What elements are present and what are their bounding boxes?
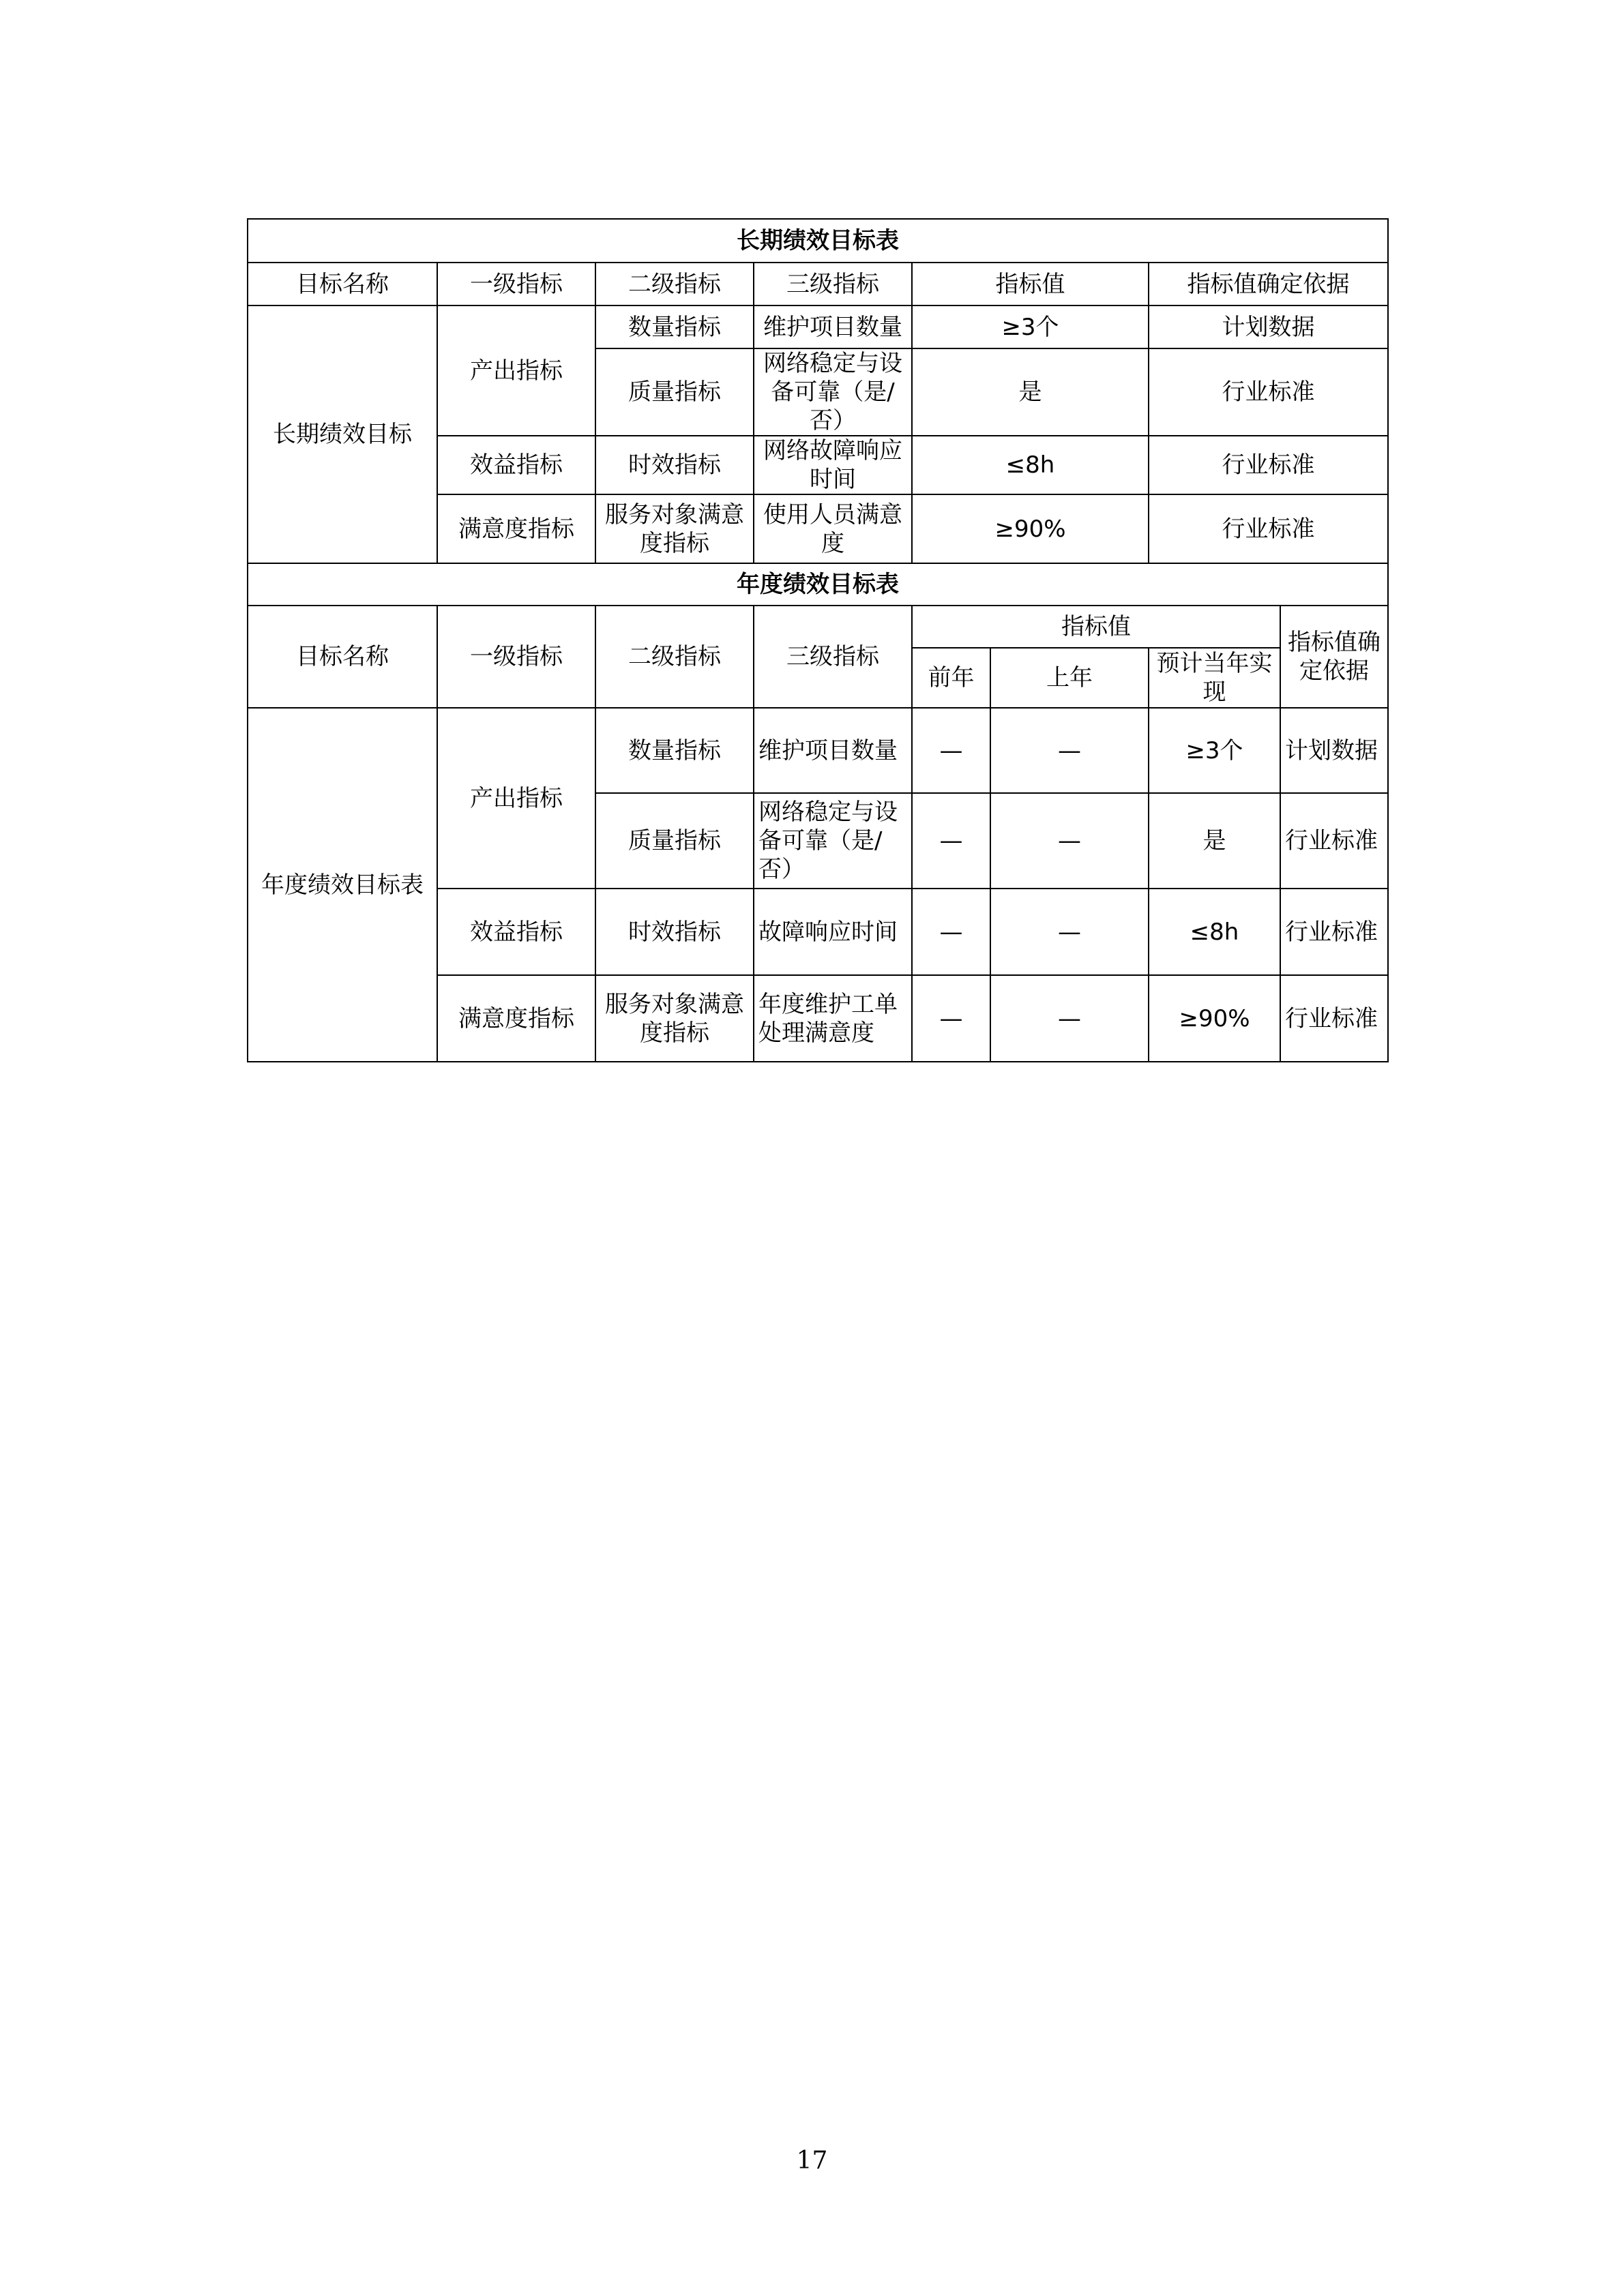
- annual-table-title: 年度绩效目标表: [248, 563, 1388, 606]
- lt-level2: 时效指标: [595, 436, 754, 494]
- lt-level2: 数量指标: [595, 305, 754, 348]
- lt-goal-name: 长期绩效目标: [248, 305, 437, 563]
- an-level1-output: 产出指标: [437, 708, 595, 889]
- lt-basis: 行业标准: [1149, 436, 1388, 494]
- long-term-table-title: 长期绩效目标表: [248, 219, 1388, 263]
- lt-basis: 计划数据: [1149, 305, 1388, 348]
- an-last-year: —: [990, 708, 1149, 793]
- lt-header-basis: 指标值确定依据: [1149, 263, 1388, 305]
- an-last-year: —: [990, 889, 1149, 975]
- an-level3: 故障响应时间: [754, 889, 912, 975]
- an-last-year: —: [990, 793, 1149, 889]
- an-basis: 计划数据: [1280, 708, 1388, 793]
- lt-header-level2: 二级指标: [595, 263, 754, 305]
- an-prev-year: —: [912, 889, 990, 975]
- an-prev-year: —: [912, 975, 990, 1062]
- an-goal-name: 年度绩效目标表: [248, 708, 437, 1062]
- lt-level1-satisfaction: 满意度指标: [437, 494, 595, 563]
- an-header-level2: 二级指标: [595, 606, 754, 708]
- lt-value: ≥3个: [912, 305, 1149, 348]
- an-level2: 数量指标: [595, 708, 754, 793]
- an-header-level1: 一级指标: [437, 606, 595, 708]
- an-basis: 行业标准: [1280, 889, 1388, 975]
- an-level3: 年度维护工单处理满意度: [754, 975, 912, 1062]
- lt-level2: 服务对象满意度指标: [595, 494, 754, 563]
- an-level1-benefit: 效益指标: [437, 889, 595, 975]
- lt-basis: 行业标准: [1149, 494, 1388, 563]
- an-level3: 维护项目数量: [754, 708, 912, 793]
- an-header-expected: 预计当年实现: [1149, 648, 1280, 708]
- lt-level1-output: 产出指标: [437, 305, 595, 436]
- lt-level3: 网络稳定与设备可靠（是/否）: [754, 348, 912, 436]
- an-header-goal-name: 目标名称: [248, 606, 437, 708]
- table-row: [248, 708, 1388, 793]
- an-level3: 网络稳定与设备可靠（是/否）: [754, 793, 912, 889]
- an-expected: ≤8h: [1149, 889, 1280, 975]
- an-expected: ≥90%: [1149, 975, 1280, 1062]
- an-basis: 行业标准: [1280, 793, 1388, 889]
- lt-level3: 维护项目数量: [754, 305, 912, 348]
- lt-basis: 行业标准: [1149, 348, 1388, 436]
- an-header-basis: 指标值确定依据: [1280, 606, 1388, 708]
- lt-level1-benefit: 效益指标: [437, 436, 595, 494]
- performance-goals-table: [247, 218, 1389, 1062]
- lt-value: ≤8h: [912, 436, 1149, 494]
- lt-value: 是: [912, 348, 1149, 436]
- lt-level3: 网络故障响应时间: [754, 436, 912, 494]
- table-row: [248, 305, 1388, 348]
- an-last-year: —: [990, 975, 1149, 1062]
- an-header-last-year: 上年: [990, 648, 1149, 708]
- page-number: 17: [796, 2147, 828, 2175]
- an-expected: ≥3个: [1149, 708, 1280, 793]
- an-prev-year: —: [912, 708, 990, 793]
- an-level2: 质量指标: [595, 793, 754, 889]
- an-level2: 服务对象满意度指标: [595, 975, 754, 1062]
- lt-header-value: 指标值: [912, 263, 1149, 305]
- lt-level3: 使用人员满意度: [754, 494, 912, 563]
- an-prev-year: —: [912, 793, 990, 889]
- an-level1-satisfaction: 满意度指标: [437, 975, 595, 1062]
- an-header-level3: 三级指标: [754, 606, 912, 708]
- lt-value: ≥90%: [912, 494, 1149, 563]
- an-basis: 行业标准: [1280, 975, 1388, 1062]
- lt-header-goal-name: 目标名称: [248, 263, 437, 305]
- lt-header-level3: 三级指标: [754, 263, 912, 305]
- lt-level2: 质量指标: [595, 348, 754, 436]
- an-header-prev-year: 前年: [912, 648, 990, 708]
- lt-header-level1: 一级指标: [437, 263, 595, 305]
- an-level2: 时效指标: [595, 889, 754, 975]
- an-header-value-group: 指标值: [912, 606, 1280, 648]
- an-expected: 是: [1149, 793, 1280, 889]
